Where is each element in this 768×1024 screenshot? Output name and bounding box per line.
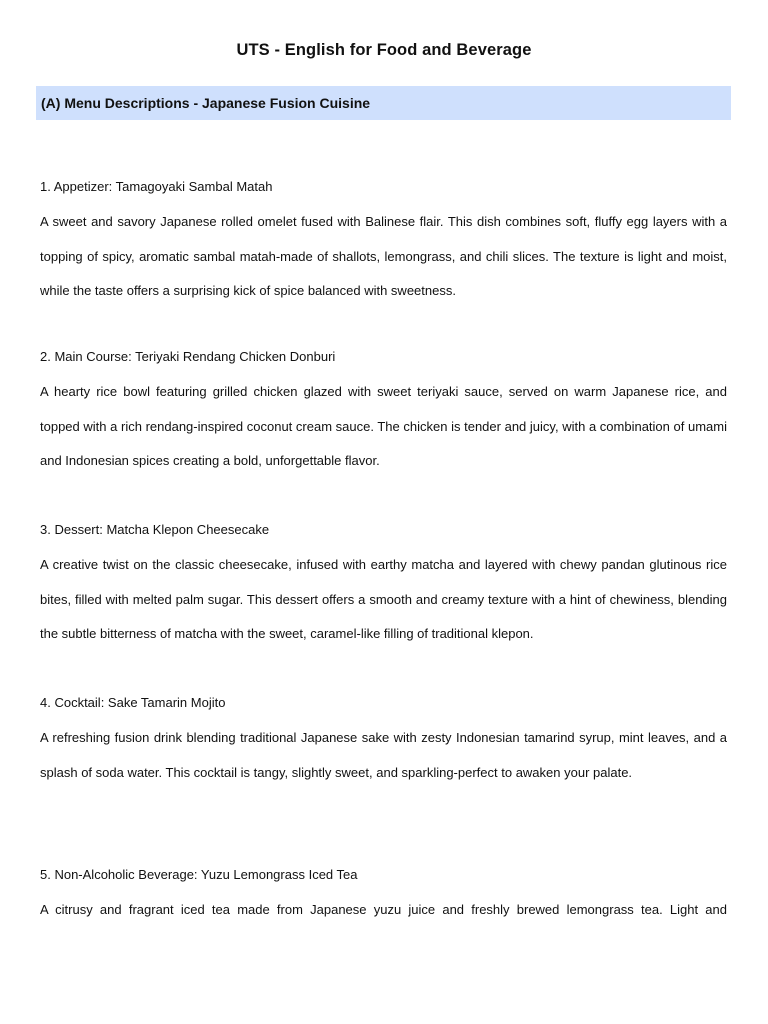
menu-item-description: A citrusy and fragrant iced tea made from Japanese yuzu juice and freshly brewed lemongrass tea. Light and — [40, 902, 727, 917]
menu-item-title: 2. Main Course: Teriyaki Rendang Chicken Donburi — [40, 349, 336, 364]
menu-item-main-course — [40, 348, 727, 479]
menu-item-dessert — [40, 521, 727, 652]
menu-item-title: 5. Non-Alcoholic Beverage: Yuzu Lemongrass Iced Tea — [40, 867, 358, 882]
menu-item-description: A creative twist on the classic cheesecake, infused with earthy matcha and layered with chewy pandan glutinous rice bites, filled with melted palm sugar. This dessert offers a smooth and creamy texture with a hint of chewiness, blending the subtle bitterness of matcha with the sweet, caramel-like filling of traditional klepon. — [40, 557, 727, 641]
menu-item-description: A hearty rice bowl featuring grilled chicken glazed with sweet teriyaki sauce, served on warm Japanese rice, and topped with a rich rendang-inspired coconut cream sauce. The chicken is tender and juicy, with a combination of umami and Indonesian spices creating a bold, unforgettable flavor. — [40, 384, 727, 468]
section-heading-bar — [36, 86, 731, 120]
menu-item-title: 3. Dessert: Matcha Klepon Cheesecake — [40, 522, 270, 537]
menu-item-appetizer — [40, 178, 727, 309]
menu-item-title: 1. Appetizer: Tamagoyaki Sambal Matah — [40, 179, 273, 194]
section-heading: (A) Menu Descriptions - Japanese Fusion Cuisine — [41, 95, 371, 111]
document-title: UTS - English for Food and Beverage — [236, 41, 532, 59]
menu-item-description: A sweet and savory Japanese rolled omelet fused with Balinese flair. This dish combines soft, fluffy egg layers with a topping of spicy, aromatic sambal matah-made of shallots, lemongrass, and chili slices. The texture is light and moist, while the taste offers a surprising kick of spice balanced with sweetness. — [40, 214, 727, 298]
menu-item-non-alcoholic-beverage — [40, 866, 727, 928]
menu-item-cocktail — [40, 694, 727, 790]
menu-item-title: 4. Cocktail: Sake Tamarin Mojito — [40, 695, 226, 710]
menu-item-description: A refreshing fusion drink blending traditional Japanese sake with zesty Indonesian tamarind syrup, mint leaves, and a splash of soda water. This cocktail is tangy, slightly sweet, and sparkling-perfect to awaken your palate. — [40, 730, 727, 780]
